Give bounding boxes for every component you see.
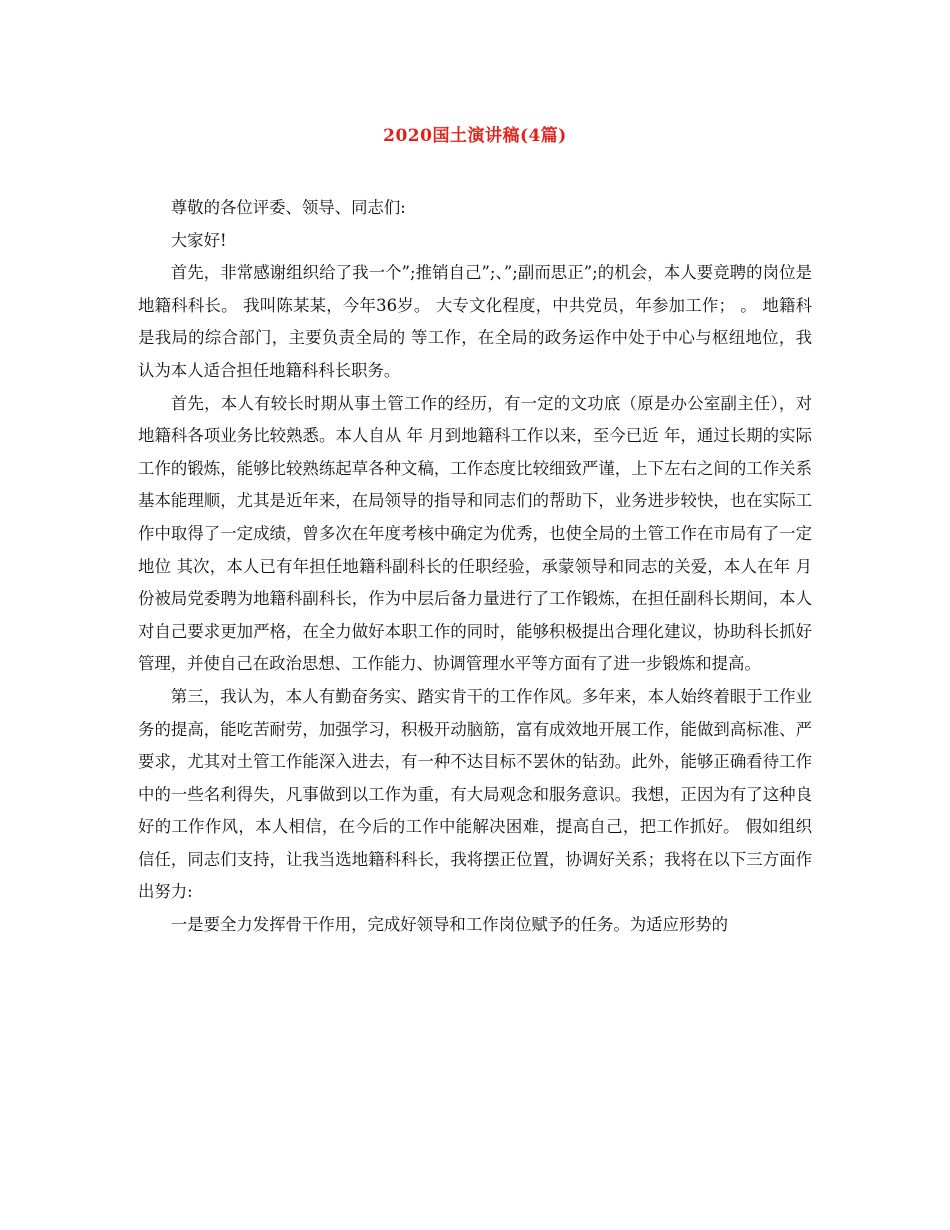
paragraph-greeting: 大家好! (170, 230, 227, 250)
paragraph-experience: 首先，本人有较长时期从事土管工作的经历，有一定的文功底（原是办公室副主任），对地籍科各项业务比较熟悉。本人自从 年 月到地籍科工作以来，至今已近 年，通过长期的实际工作的锻炼，能够比较熟练起草各种文稿，工作态度比较细致严谨，上下左右之间的工作关系基本能理顺，尤其是近年来，在局领导的指导和同志们的帮助下，业务进步较快，也在实际工作中取得了一定成绩，曾多次在年度考核中确定为优秀，也使全局的土管工作在市局有了一定地位 其次，本人已有年担任地籍科副科长的任职经验，承蒙领导和同志的关爱，本人在年 月份被局党委聘为地籍科副科长，作为中层后备力量进行了工作锻炼，在担任副科长期间，本人对自己要求更加严格，在全力做好本职工作的同时，能够积极提出合理化建议，协助科长抓好管理，并使自己在政治思想、工作能力、协调管理水平等方面有了进一步锻炼和提高。 (138, 393, 812, 674)
paragraph-plan-one: 一是要全力发挥骨干作用，完成好领导和工作岗位赋予的任务。为适应形势的 (170, 915, 729, 935)
document-title: 2020国土演讲稿(4篇) (383, 126, 567, 146)
paragraph-salutation: 尊敬的各位评委、领导、同志们: (170, 198, 406, 217)
paragraph-introduction: 首先，非常感谢组织给了我一个”;推销自己”;、”;副而思正”;的机会，本人要竞聘的岗位是地籍科科长。 我叫陈某某，今年36岁。 大专文化程度，中共党员，年参加工作； 。 地籍科是我局的综合部门，主要负责全局的 等工作，在全局的政务运作中处于中心与枢纽地位，我认为本人适合担任地籍科科长职务。 (138, 263, 812, 380)
document-body (138, 192, 812, 942)
paragraph-work-style: 第三，我认为，本人有勤奋务实、踏实肯干的工作作风。多年来，本人始终着眼于工作业务的提高，能吃苦耐劳，加强学习，积极开动脑筋，富有成效地开展工作，能做到高标准、严要求，尤其对土管工作能深入进去，有一种不达目标不罢休的钻劲。此外，能够正确看待工作中的一些名利得失，凡事做到以工作为重，有大局观念和服务意识。我想，正因为有了这种良好的工作作风，本人相信，在今后的工作中能解决困难，提高自己，把工作抓好。 假如组织信任，同志们支持，让我当选地籍科科长，我将摆正位置，协调好关系；我将在以下三方面作出努力: (138, 686, 812, 902)
